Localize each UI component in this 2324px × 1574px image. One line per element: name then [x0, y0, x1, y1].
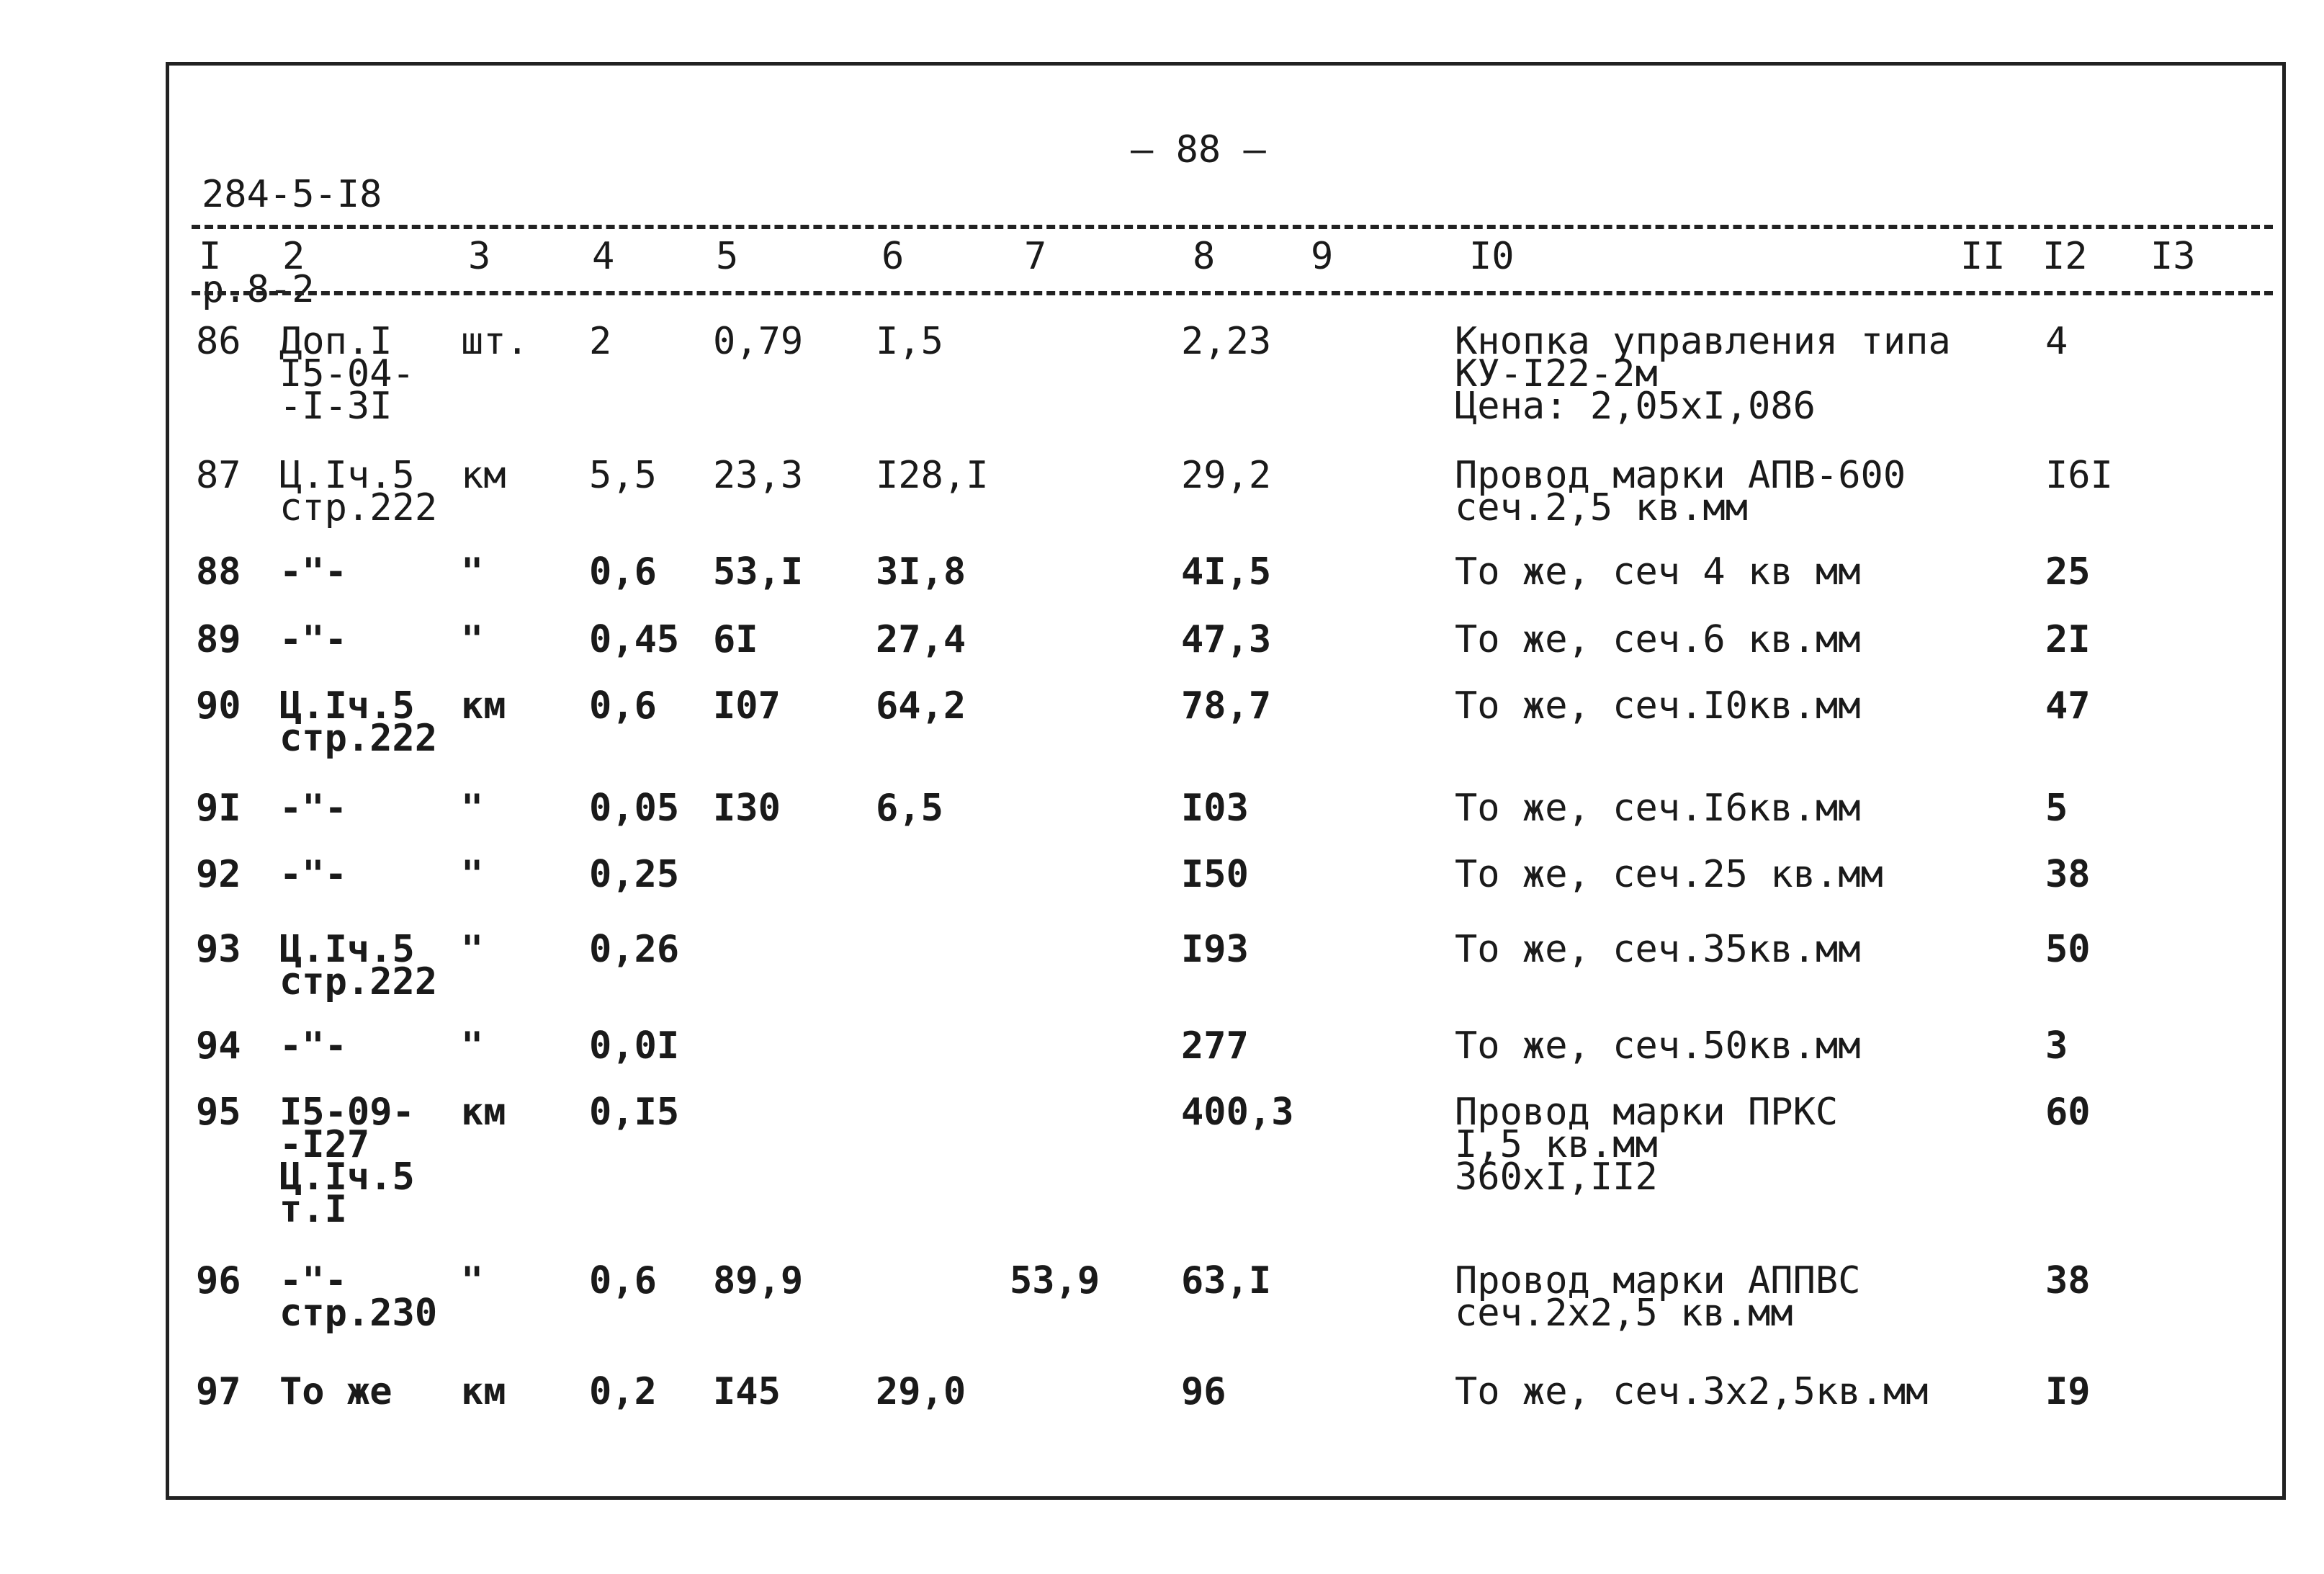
column-header-9: 9: [1311, 235, 1334, 278]
table-cell-c10: Провод марки АППВС сеч.2x2,5 кв.мм: [1455, 1259, 1861, 1335]
table-cell-c4: 0,0I: [589, 1024, 680, 1068]
table-cell-c12: I9: [2045, 1370, 2091, 1413]
table-cell-c5: I45: [713, 1370, 781, 1413]
table-cell-c10: То же, сеч.6 кв.мм: [1455, 618, 1861, 661]
header-top-rule: [192, 225, 2273, 229]
table-cell-c2: -"-: [279, 787, 347, 830]
table-cell-c2: -"- стр.230: [279, 1259, 438, 1335]
table-cell-c3: км: [461, 454, 506, 497]
table-cell-c8: 277: [1181, 1024, 1249, 1068]
table-cell-c3: ": [461, 853, 484, 896]
table-cell-c2: -"-: [279, 550, 347, 594]
table-cell-c8: 4I,5: [1181, 550, 1272, 594]
table-cell-c8: 96: [1181, 1370, 1226, 1413]
table-cell-c8: I50: [1181, 853, 1249, 896]
table-cell-c4: 0,6: [589, 550, 657, 594]
table-cell-c4: 0,2: [589, 1370, 657, 1413]
column-header-10: I0: [1469, 235, 1515, 278]
table-cell-c12: I6I: [2045, 454, 2113, 497]
table-cell-c10: То же, сеч.35кв.мм: [1455, 928, 1861, 971]
table-cell-c1: 94: [196, 1024, 241, 1068]
table-cell-c12: 38: [2045, 853, 2091, 896]
table-cell-c6: I28,I: [876, 454, 989, 497]
table-cell-c1: 88: [196, 550, 241, 594]
table-cell-c10: Кнопка управления типа КУ-I22-2м Цена: 2,05xI,086: [1455, 320, 1951, 428]
document-code-line1: 284-5-I8: [202, 173, 382, 216]
table-row: [0, 320, 2324, 428]
table-row: [0, 928, 2324, 1003]
header-bottom-rule: [192, 291, 2273, 295]
table-cell-c2: То же: [279, 1370, 392, 1413]
table-cell-c4: 0,05: [589, 787, 680, 830]
table-cell-c4: 0,26: [589, 928, 680, 971]
table-cell-c2: Ц.Iч.5 стр.222: [279, 684, 438, 760]
column-header-1: I: [199, 235, 222, 278]
table-row: [0, 618, 2324, 661]
table-cell-c4: 0,6: [589, 684, 657, 728]
column-header-4: 4: [592, 235, 615, 278]
table-cell-c8: 47,3: [1181, 618, 1272, 661]
table-cell-c8: 2,23: [1181, 320, 1272, 363]
table-cell-c4: 5,5: [589, 454, 657, 497]
table-cell-c10: Провод марки ПРКС I,5 кв.мм 360xI,II2: [1455, 1091, 1839, 1199]
table-row: [0, 1259, 2324, 1335]
table-cell-c1: 87: [196, 454, 241, 497]
table-cell-c5: I07: [713, 684, 781, 728]
table-cell-c5: 89,9: [713, 1259, 804, 1302]
table-row: [0, 550, 2324, 594]
table-cell-c4: 0,I5: [589, 1091, 680, 1134]
table-cell-c12: 60: [2045, 1091, 2091, 1134]
table-cell-c4: 2: [589, 320, 612, 363]
table-cell-c3: ": [461, 928, 484, 971]
page-number: — 88 —: [1131, 128, 1266, 171]
table-cell-c10: То же, сеч 4 кв мм: [1455, 550, 1861, 594]
table-cell-c8: 400,3: [1181, 1091, 1294, 1134]
table-cell-c2: -"-: [279, 1024, 347, 1068]
table-cell-c2: Доп.I I5-04- -I-3I: [279, 320, 415, 428]
table-cell-c1: 92: [196, 853, 241, 896]
table-cell-c1: 95: [196, 1091, 241, 1134]
table-cell-c3: ": [461, 550, 484, 594]
table-cell-c4: 0,6: [589, 1259, 657, 1302]
table-cell-c12: 50: [2045, 928, 2091, 971]
table-cell-c5: 23,3: [713, 454, 804, 497]
table-cell-c3: ": [461, 1024, 484, 1068]
table-cell-c5: 6I: [713, 618, 758, 661]
table-cell-c2: -"-: [279, 853, 347, 896]
column-header-12: I2: [2042, 235, 2088, 278]
table-row: [0, 1091, 2324, 1231]
table-cell-c10: То же, сеч.I6кв.мм: [1455, 787, 1861, 830]
table-cell-c12: 3: [2045, 1024, 2068, 1068]
table-cell-c3: км: [461, 1091, 506, 1134]
table-row: [0, 787, 2324, 830]
column-header-7: 7: [1024, 235, 1047, 278]
table-cell-c1: 86: [196, 320, 241, 363]
table-cell-c12: 38: [2045, 1259, 2091, 1302]
table-cell-c6: 27,4: [876, 618, 966, 661]
table-cell-c1: 9I: [196, 787, 241, 830]
table-cell-c3: ": [461, 618, 484, 661]
table-cell-c10: То же, сеч.25 кв.мм: [1455, 853, 1883, 896]
table-cell-c12: 5: [2045, 787, 2068, 830]
table-cell-c8: I93: [1181, 928, 1249, 971]
table-row: [0, 684, 2324, 760]
table-cell-c8: I03: [1181, 787, 1249, 830]
table-cell-c6: 6,5: [876, 787, 943, 830]
table-cell-c12: 4: [2045, 320, 2068, 363]
table-cell-c10: То же, сеч.I0кв.мм: [1455, 684, 1861, 728]
table-cell-c4: 0,45: [589, 618, 680, 661]
table-cell-c1: 90: [196, 684, 241, 728]
document-code-line2: р.8-2: [202, 268, 315, 311]
table-row: [0, 1370, 2324, 1413]
table-cell-c10: То же, сеч.50кв.мм: [1455, 1024, 1861, 1068]
column-header-11: II: [1960, 235, 2006, 278]
table-cell-c3: ": [461, 787, 484, 830]
table-cell-c10: Провод марки АПВ-600 сеч.2,5 кв.мм: [1455, 454, 1906, 529]
table-row: [0, 1024, 2324, 1068]
table-cell-c1: 89: [196, 618, 241, 661]
table-cell-c6: I,5: [876, 320, 943, 363]
table-cell-c2: I5-09- -I27 Ц.Iч.5 т.I: [279, 1091, 415, 1231]
column-header-13: I3: [2150, 235, 2196, 278]
table-cell-c3: км: [461, 1370, 506, 1413]
table-row: [0, 853, 2324, 896]
table-cell-c2: Ц.Iч.5 стр.222: [279, 928, 438, 1003]
column-header-6: 6: [881, 235, 905, 278]
table-cell-c8: 63,I: [1181, 1259, 1272, 1302]
table-cell-c5: I30: [713, 787, 781, 830]
table-cell-c2: -"-: [279, 618, 347, 661]
table-row: [0, 454, 2324, 529]
table-cell-c1: 93: [196, 928, 241, 971]
column-header-8: 8: [1193, 235, 1216, 278]
table-cell-c12: 2I: [2045, 618, 2091, 661]
table-cell-c7: 53,9: [1010, 1259, 1100, 1302]
table-cell-c3: ": [461, 1259, 484, 1302]
table-cell-c1: 97: [196, 1370, 241, 1413]
table-cell-c12: 25: [2045, 550, 2091, 594]
table-cell-c1: 96: [196, 1259, 241, 1302]
table-cell-c10: То же, сеч.3x2,5кв.мм: [1455, 1370, 1929, 1413]
table-cell-c6: 64,2: [876, 684, 966, 728]
table-cell-c2: Ц.Iч.5 стр.222: [279, 454, 438, 529]
column-header-3: 3: [468, 235, 491, 278]
table-cell-c3: шт.: [461, 320, 529, 363]
table-cell-c3: км: [461, 684, 506, 728]
table-cell-c5: 0,79: [713, 320, 804, 363]
column-header-2: 2: [282, 235, 305, 278]
table-cell-c6: 29,0: [876, 1370, 966, 1413]
column-header-5: 5: [716, 235, 739, 278]
table-cell-c5: 53,I: [713, 550, 804, 594]
table-cell-c8: 29,2: [1181, 454, 1272, 497]
table-cell-c6: 3I,8: [876, 550, 966, 594]
table-cell-c4: 0,25: [589, 853, 680, 896]
table-cell-c12: 47: [2045, 684, 2091, 728]
table-cell-c8: 78,7: [1181, 684, 1272, 728]
